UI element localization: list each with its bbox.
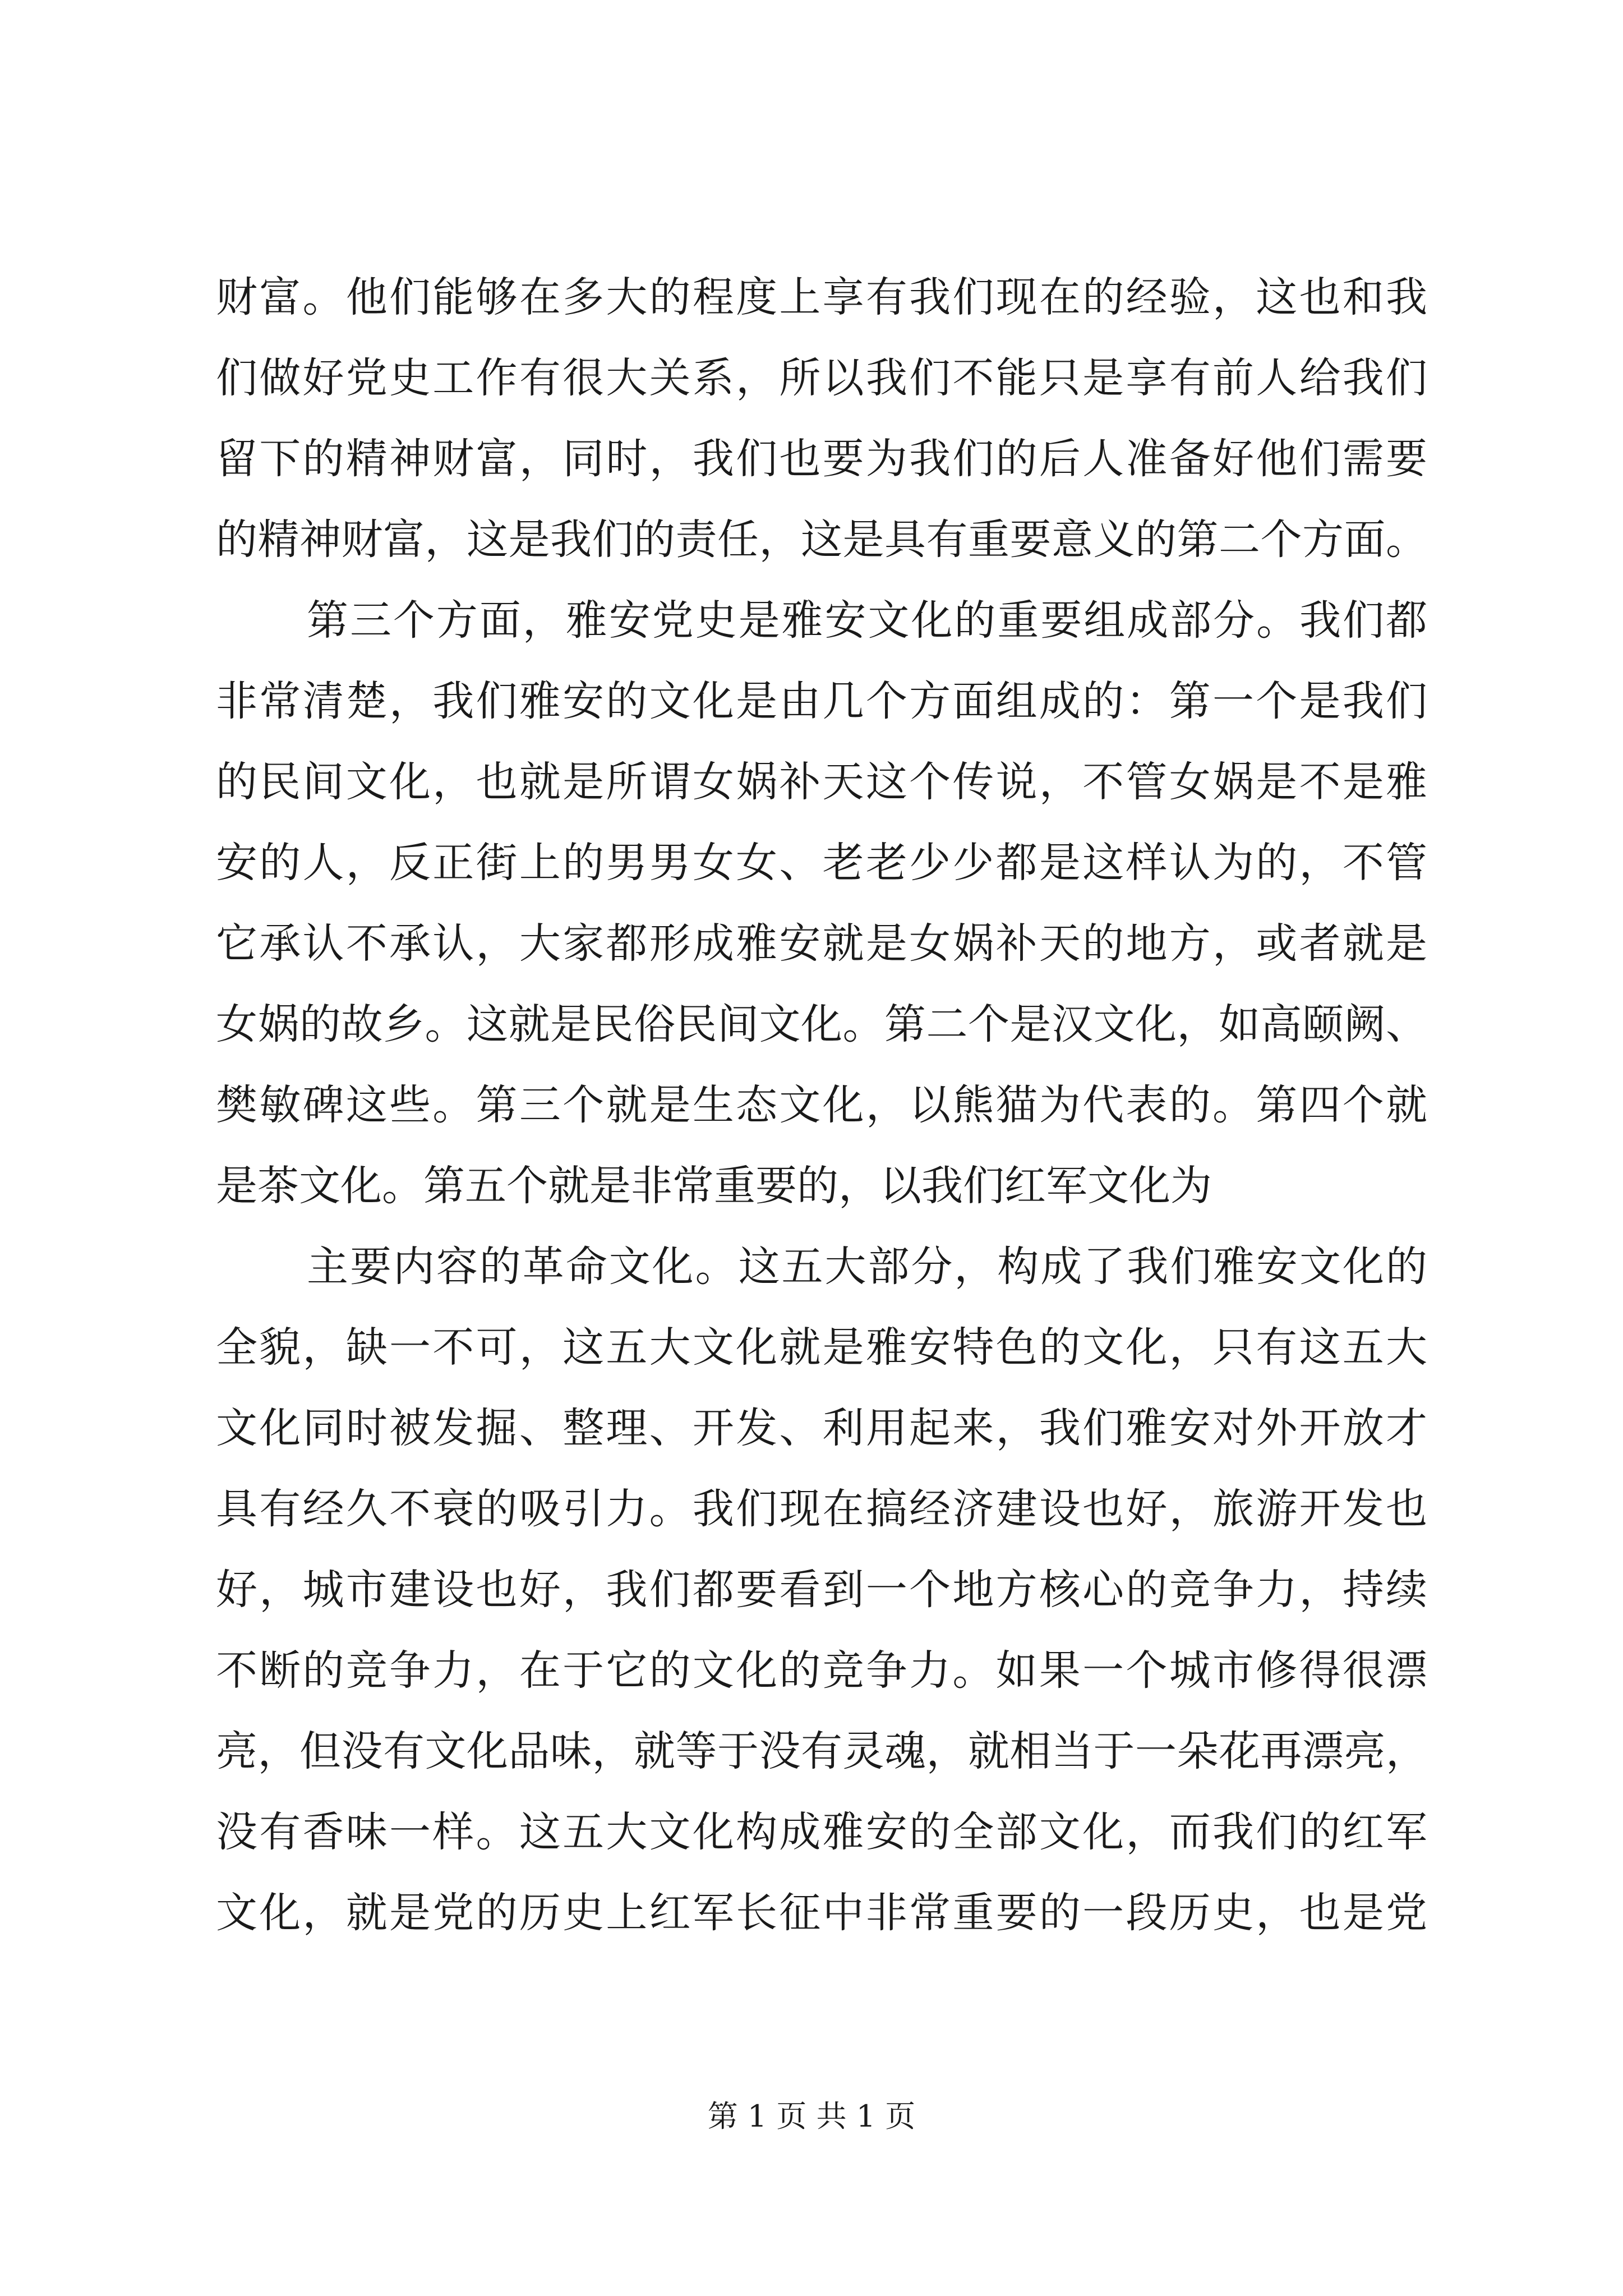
text-line: 非常清楚，我们雅安的文化是由几个方面组成的：第一个是我们 xyxy=(216,677,1427,725)
text-line: 安的人，反正街上的男男女女、老老少少都是这样认为的，不管 xyxy=(216,839,1427,887)
text-line: 全貌，缺一不可，这五大文化就是雅安特色的文化，只有这五大 xyxy=(216,1323,1427,1372)
text-line: 主要内容的革命文化。这五大部分，构成了我们雅安文化的 xyxy=(307,1243,1427,1291)
text-line: 它承认不承认，大家都形成雅安就是女娲补天的地方，或者就是 xyxy=(216,919,1427,968)
text-line: 文化，就是党的历史上红军长征中非常重要的一段历史，也是党 xyxy=(216,1889,1427,1937)
text-line: 没有香味一样。这五大文化构成雅安的全部文化，而我们的红军 xyxy=(216,1808,1427,1856)
text-line: 的精神财富，这是我们的责任，这是具有重要意义的第二个方面。 xyxy=(216,516,1427,564)
text-line: 亮，但没有文化品味，就等于没有灵魂，就相当于一朵花再漂亮， xyxy=(216,1727,1427,1775)
text-line: 第三个方面，雅安党史是雅安文化的重要组成部分。我们都 xyxy=(307,596,1427,645)
text-line: 女娲的故乡。这就是民俗民间文化。第二个是汉文化，如高颐阙、 xyxy=(216,1000,1427,1048)
text-line: 留下的精神财富，同时，我们也要为我们的后人准备好他们需要 xyxy=(216,435,1427,483)
text-line: 财富。他们能够在多大的程度上享有我们现在的经验，这也和我 xyxy=(216,273,1427,321)
text-line: 樊敏碑这些。第三个就是生态文化，以熊猫为代表的。第四个就 xyxy=(216,1081,1427,1129)
text-line: 们做好党史工作有很大关系，所以我们不能只是享有前人给我们 xyxy=(216,354,1427,402)
text-line: 具有经久不衰的吸引力。我们现在搞经济建设也好，旅游开发也 xyxy=(216,1485,1427,1533)
text-line: 文化同时被发掘、整理、开发、利用起来，我们雅安对外开放才 xyxy=(216,1404,1427,1452)
document-body xyxy=(216,257,1427,1953)
text-line: 好，城市建设也好，我们都要看到一个地方核心的竞争力，持续 xyxy=(216,1566,1427,1614)
text-line: 是茶文化。第五个就是非常重要的，以我们红军文化为 xyxy=(216,1162,1212,1210)
text-line: 的民间文化，也就是所谓女娲补天这个传说，不管女娲是不是雅 xyxy=(216,758,1427,806)
page-number-footer: 第 1 页 共 1 页 xyxy=(707,2099,916,2134)
text-line: 不断的竞争力，在于它的文化的竞争力。如果一个城市修得很漂 xyxy=(216,1646,1427,1695)
